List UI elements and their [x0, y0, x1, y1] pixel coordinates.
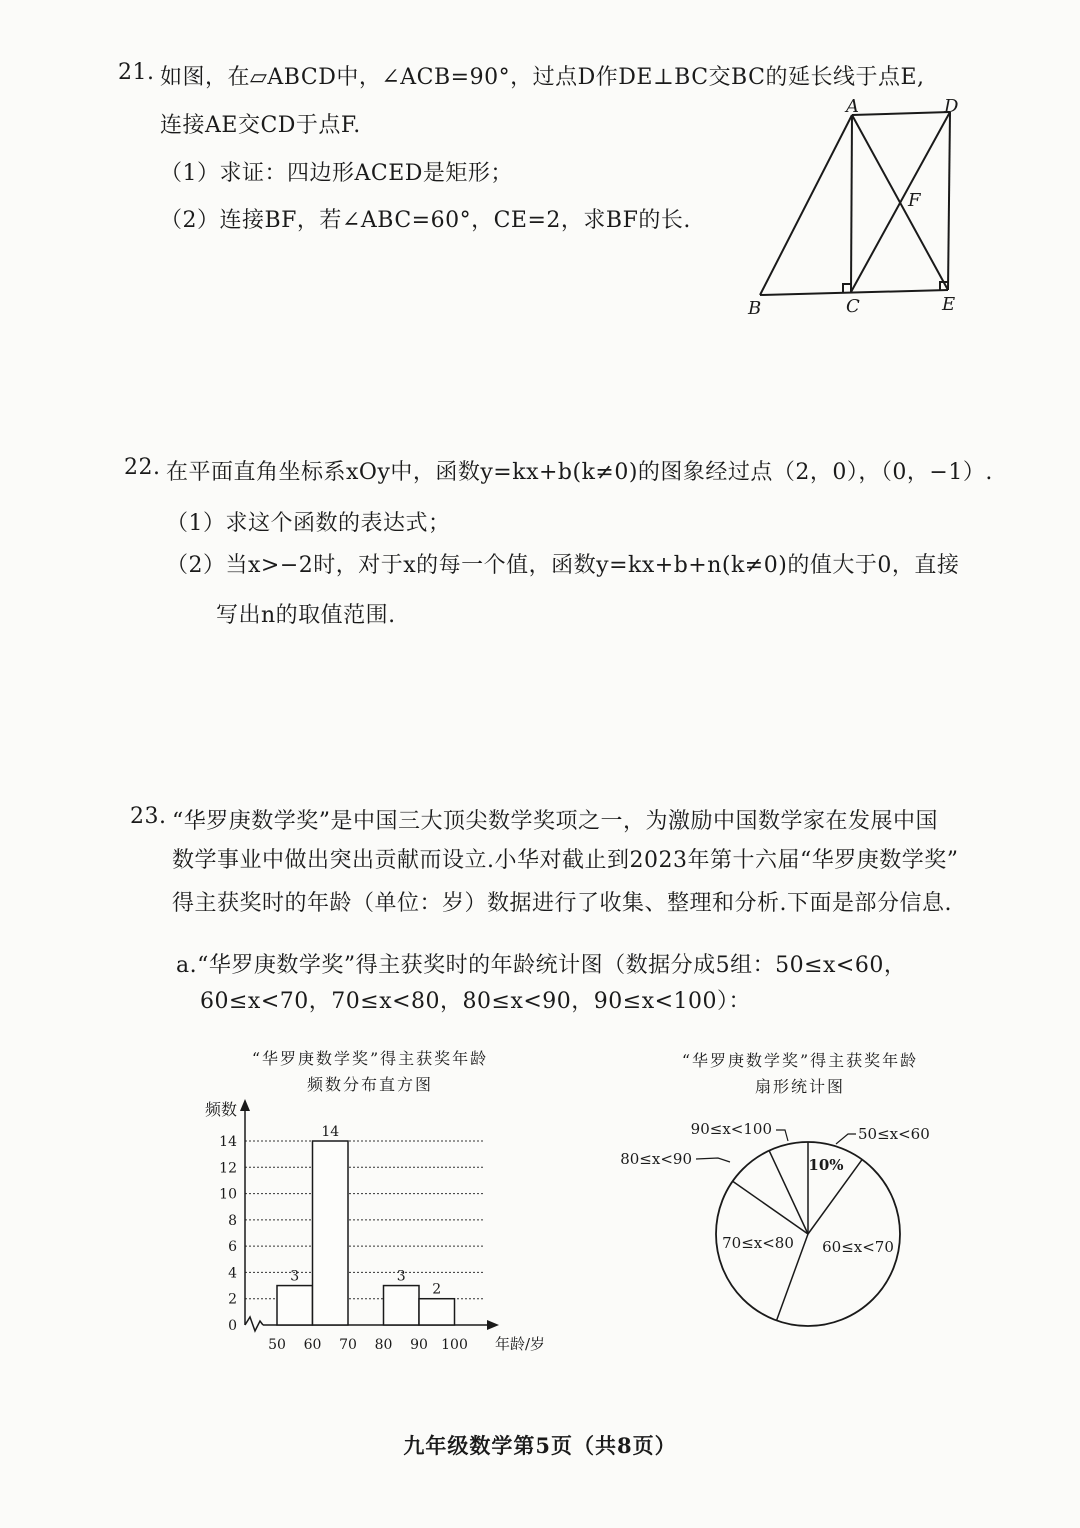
- pie-slice-boundary: [733, 1181, 808, 1234]
- histogram-bar: [277, 1286, 313, 1325]
- pie-slice-label: 70≤x<80: [722, 1234, 794, 1252]
- segment-ab: [760, 115, 852, 295]
- pie-subtitle: 扇形统计图: [754, 1077, 845, 1096]
- x-tick-label: 80: [374, 1337, 393, 1353]
- q22-line1: 在平面直角坐标系xOy中，函数y=kx+b(k≠0)的图象经过点（2，0），（0，−1）.: [166, 460, 993, 485]
- segment-ad: [852, 112, 950, 115]
- q23-number: 23.: [130, 804, 167, 829]
- q21-part1: （1）求证：四边形ACED是矩形；: [160, 161, 513, 186]
- pie-leader-line: [836, 1134, 856, 1144]
- q21-part2: （2）连接BF，若∠ABC=60°，CE=2，求BF的长.: [160, 208, 691, 233]
- pie-slice-label: 60≤x<70: [822, 1238, 894, 1256]
- x-tick-label: 60: [303, 1337, 322, 1353]
- q21-line2: 连接AE交CD于点F.: [160, 113, 361, 138]
- y-tick-label: 0: [228, 1318, 237, 1334]
- x-tick-label: 90: [410, 1337, 428, 1353]
- x-axis-label: 年龄/岁: [495, 1335, 546, 1353]
- label-c: C: [846, 296, 860, 317]
- label-f: F: [908, 190, 921, 211]
- y-tick-label: 2: [228, 1291, 237, 1308]
- histogram-bar: [313, 1141, 349, 1325]
- segment-ac: [851, 115, 852, 292]
- y-tick-label: 14: [219, 1134, 237, 1150]
- histogram-subtitle: 频数分布直方图: [306, 1075, 433, 1094]
- q21-number: 21.: [118, 60, 155, 85]
- histogram-title: “华罗庚数学奖”得主获奖年龄: [251, 1049, 489, 1068]
- q22-number: 22.: [124, 455, 161, 480]
- histogram-chart: [195, 1095, 555, 1365]
- q23-line1: “华罗庚数学奖”是中国三大顶尖数学奖项之一，为激励中国数学家在发展中国: [172, 809, 938, 834]
- q22-part2: （2）当x>−2时，对于x的每一个值，函数y=kx+b+n(k≠0)的值大于0，直接: [166, 553, 960, 578]
- y-tick-label: 10: [219, 1186, 237, 1203]
- y-tick-label: 8: [228, 1212, 237, 1229]
- pie-leader-line: [696, 1158, 730, 1162]
- q23-item-a-line1: a.“华罗庚数学奖”得主获奖时的年龄统计图（数据分成5组：50≤x<60，: [176, 953, 907, 978]
- pie-slice-label: 90≤x<100: [690, 1120, 772, 1138]
- x-tick-label: 70: [339, 1337, 357, 1353]
- segment-de: [948, 112, 950, 290]
- histogram-bar: [419, 1299, 455, 1325]
- bar-value-label: 14: [321, 1124, 340, 1140]
- page-footer: 九年级数学第5页（共8页）: [403, 1433, 677, 1458]
- pie-chart: [620, 1108, 960, 1338]
- q21-line1: 如图，在▱ABCD中，∠ACB=90°，过点D作DE⊥BC交BC的延长线于点E,: [160, 65, 925, 90]
- x-axis-arrow: [487, 1320, 499, 1330]
- histogram-bar: [384, 1286, 420, 1325]
- q21-geometry-figure: [730, 90, 990, 330]
- q22-part2-cont: 写出n的取值范围.: [216, 603, 396, 628]
- pie-title: “华罗庚数学奖”得主获奖年龄: [681, 1051, 919, 1070]
- label-a: A: [846, 96, 859, 117]
- pie-slice-label: 80≤x<90: [620, 1150, 692, 1168]
- q23-line3: 得主获奖时的年龄（单位：岁）数据进行了收集、整理和分析.下面是部分信息.: [172, 891, 952, 916]
- pie-percent-label: 10%: [808, 1156, 844, 1174]
- bar-value-label: 2: [432, 1281, 442, 1298]
- x-tick-label: 50: [268, 1337, 286, 1353]
- x-tick-label: 100: [441, 1337, 468, 1353]
- segment-be: [760, 290, 948, 295]
- label-e: E: [942, 294, 956, 315]
- bar-value-label: 3: [290, 1268, 300, 1285]
- label-b: B: [748, 298, 762, 319]
- axis-break: [245, 1317, 263, 1331]
- y-tick-label: 12: [219, 1160, 237, 1177]
- q23-item-a-line2: 60≤x<70，70≤x<80，80≤x<90，90≤x<100）：: [200, 989, 752, 1014]
- y-tick-label: 6: [228, 1239, 237, 1256]
- pie-slice-label: 50≤x<60: [858, 1125, 930, 1143]
- pie-slice-boundary: [769, 1151, 808, 1234]
- q22-part1: （1）求这个函数的表达式；: [166, 511, 451, 536]
- right-angle-mark-c: [843, 284, 851, 292]
- pie-leader-line: [776, 1130, 788, 1141]
- bar-value-label: 3: [396, 1268, 406, 1285]
- label-d: D: [944, 96, 959, 117]
- y-tick-label: 4: [228, 1265, 237, 1282]
- y-axis-label: 频数: [205, 1100, 238, 1119]
- y-axis-arrow: [240, 1099, 250, 1111]
- q23-line2: 数学事业中做出突出贡献而设立.小华对截止到2023年第十六届“华罗庚数学奖”: [172, 848, 959, 873]
